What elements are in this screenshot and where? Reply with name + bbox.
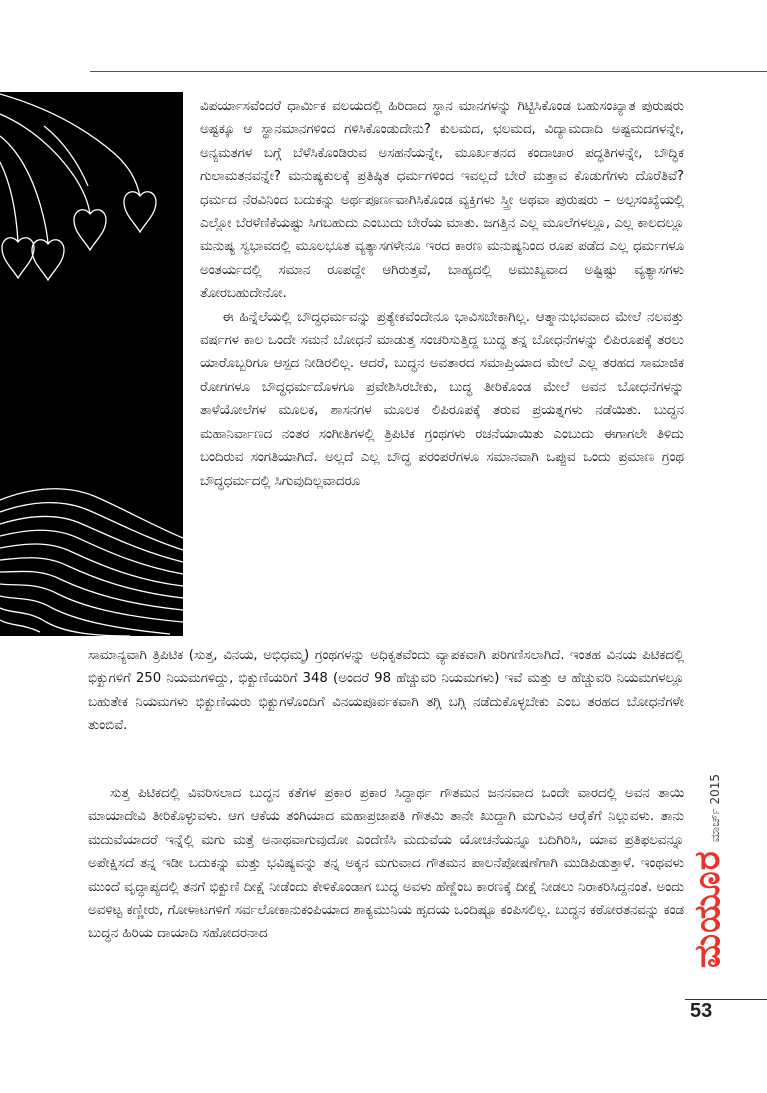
leaf-icon: [124, 192, 156, 232]
page-number: 53: [690, 1000, 713, 1022]
contour-line: [0, 571, 183, 610]
leaf-icon: [2, 238, 34, 278]
branch-line: [0, 136, 48, 244]
article-paragraph: ಸಾಮಾನ್ಯವಾಗಿ ತ್ರಿಪಿಟಿಕ (ಸುತ್ತ, ವಿನಯ, ಅಭಿಧಮ್ಮ) ಗ್ರಂಥಗಳನ್ನು ಅಧಿಕೃತವೆಂದು ವ್ಯಾಪಕವಾಗಿ ಪರಿಗಣಿಸಲಾಗಿದೆ. ಇಂತಹ ವಿನಯ ಪಿಟಿಕದಲ್ಲಿ ಭಿಕ್ಖುಗಳಿಗೆ 250 ನಿಯಮಗಳಿದ್ದು, ಭಿಕ್ಖುಣಿಯರಿಗೆ 348 (ಅಂದರೆ 98 ಹೆಚ್ಚುವರಿ ನಿಯಮಗಳು) ಇವೆ ಮತ್ತು ಆ ಹೆಚ್ಚುವರಿ ನಿಯಮಗಳಲ್ಲೂ ಬಹುತೇಕ ನಿಯಮಗಳು ಭಿಕ್ಖುಣಿಯರು ಭಿಕ್ಖುಗಳೊಂದಿಗೆ ವಿನಯಪೂರ್ವಕವಾಗಿ ತಗ್ಗಿ ಬಗ್ಗಿ ನಡೆದುಕೊಳ್ಳಬೇಕು ಎಂಬ ತರಹದ ಬೋಧನೆಗಳೇ ತುಂಬಿವೆ.: [88, 648, 684, 734]
magazine-title: ಮಯೂರ: [687, 850, 728, 969]
article-paragraph: ಸುತ್ತ ಪಿಟಿಕದಲ್ಲಿ ವಿವರಿಸಲಾದ ಬುದ್ಧನ ಕತೆಗಳ ಪ್ರಕಾರ ಪ್ರಕಾರ ಸಿದ್ಧಾರ್ಥ ಗೌತಮನ ಜನನವಾದ ಒಂದೇ ವಾರದಲ್ಲಿ ಅವನ ತಾಯಿ ಮಾಯಾದೇವಿ ತೀರಿಕೊಳ್ಳುವಳು. ಆಗ ಆಕೆಯ ತಂಗಿಯಾದ ಮಹಾಪ್ರಜಾಪತಿ ಗೌತಮಿ ತಾನೇ ಖುದ್ದಾಗಿ ಮಗುವಿನ ಆರೈಕೆಗೆ ನಿಲ್ಲುವಳು. ತಾನು ಮದುವೆಯಾದರೆ ಇನ್ನೆಲ್ಲಿ ಮಗು ಮತ್ತೆ ಅನಾಥವಾಗುವುದೋ ಎಂದೆಣಿಸಿ ಮದುವೆಯ ಯೋಚನೆಯನ್ನೂ ಬದಿಗಿರಿಸಿ, ಯಾವ ಪ್ರತಿಫಲವನ್ನೂ ಅಪೇಕ್ಷಿಸದೆ ತನ್ನ ಇಡೀ ಬದುಕನ್ನು ಮತ್ತು ಭವಿಷ್ಯವನ್ನು ತನ್ನ ಅಕ್ಕನ ಮಗುವಾದ ಗೌತಮನ ಪಾಲನೆಪೋಷಣೆಗಾಗಿ ಮುಡಿಪಿಡುತ್ತಾಳೆ. ಇಂಥವಳು ಮುಂದೆ ವೃದ್ಧಾಪ್ಯದಲ್ಲಿ ತನಗೆ ಭಿಕ್ಖುಣಿ ದೀಕ್ಷೆ ನೀಡೆಂದು ಕೇಳಿಕೊಂಡಾಗ ಬುದ್ಧ ಅವಳು ಹೆಣ್ಣೆಂಬ ಕಾರಣಕ್ಕೆ ದೀಕ್ಷೆ ನೀಡಲು ನಿರಾಕರಿಸಿದ್ದನಂತೆ. ಅಂದು ಅವಳಿಟ್ಟ ಕಣ್ಣೀರು, ಗೋಳಾಟಗಳಿಗೆ ಸರ್ವಲೋಕಾನುಕಂಪಿಯಾದ ಶಾಕ್ಯಮುನಿಯ ಹೃದಯ ಒಂದಿಷ್ಟೂ ಕಂಪಿಸಲಿಲ್ಲ. ಬುದ್ಧನ ಕಠೋರತನವನ್ನು ಕಂಡ ಬುದ್ಧನ ಹಿರಿಯ ದಾಯಾದಿ ಸಹೋದರನಾದ: [88, 786, 684, 942]
leaf-icon: [74, 210, 106, 250]
contour-line: [0, 530, 183, 574]
contour-line: [0, 503, 183, 550]
article-column-lower: [88, 782, 684, 946]
contour-line: [0, 584, 183, 622]
branch-line: [0, 94, 140, 196]
issue-date: ಮಾರ್ಚ್ 2015: [708, 773, 722, 843]
top-rule: [90, 71, 767, 72]
contour-line: [0, 544, 183, 586]
contour-line: [0, 608, 130, 636]
article-paragraph: ಈ ಹಿನ್ನೆಲೆಯಲ್ಲಿ ಬೌದ್ಧಧರ್ಮವನ್ನು ಪ್ರತ್ಯೇಕವೆಂದೇನೂ ಭಾವಿಸಬೇಕಾಗಿಲ್ಲ. ಆತ್ಮಾನುಭವವಾದ ಮೇಲೆ ನಲವತ್ತು ವರ್ಷಗಳ ಕಾಲ ಒಂದೇ ಸಮನೆ ಬೋಧನೆ ಮಾಡುತ್ತ ಸಂಚರಿಸುತ್ತಿದ್ದ ಬುದ್ಧ ತನ್ನ ಬೋಧನೆಗಳನ್ನು ಲಿಪಿರೂಪಕ್ಕೆ ತರಲು ಯಾರೊಬ್ಬರಿಗೂ ಆಸ್ಪದ ನೀಡಿರಲಿಲ್ಲ. ಆದರೆ, ಬುದ್ಧನ ಅವತಾರದ ಸಮಾಪ್ತಿಯಾದ ಮೇಲೆ ಎಲ್ಲ ತರಹದ ಸಾಮಾಜಿಕ ರೋಗಗಳೂ ಬೌದ್ಧಧರ್ಮದೊಳಗೂ ಪ್ರವೇಶಿಸಿರಬೇಕು, ಬುದ್ಧ ತೀರಿಕೊಂಡ ಮೇಲೆ ಅವನ ಬೋಧನೆಗಳನ್ನು ತಾಳೆಯೋಲೆಗಳ ಮೂಲಕ, ಶಾಸನಗಳ ಮೂಲಕ ಲಿಪಿರೂಪಕ್ಕೆ ತರುವ ಪ್ರಯತ್ನಗಳು ನಡೆಯಿತು. ಬುದ್ಧನ ಮಹಾನಿರ್ವಾಣದ ನಂತರ ಸಂಗೀತಿಗಳಲ್ಲಿ ತ್ರಿಪಿಟಿಕ ಗ್ರಂಥಗಳು ರಚನೆಯಾಯಿತು ಎಂಬುದು ಈಗಾಗಲೇ ತಿಳಿದು ಬಂದಿರುವ ಸಂಗತಿಯಾಗಿದೆ. ಅಲ್ಲದೆ ಎಲ್ಲ ಬೌದ್ಧ ಪರಂಪರೆಗಳೂ ಸಮಾನವಾಗಿ ಒಪ್ಪುವ ಒಂದು ಪ್ರಮಾಣ ಗ್ರಂಥ ಬೌದ್ಧಧರ್ಮದಲ್ಲಿ ಸಿಗುವುದಿಲ್ಲವಾದರೂ: [200, 309, 684, 489]
leaf-icon: [32, 240, 64, 280]
contour-line: [0, 596, 170, 634]
contour-line: [0, 620, 40, 632]
branch-line: [0, 162, 18, 242]
leaf-and-contour-illustration: [0, 92, 183, 636]
magazine-masthead-vertical: [681, 773, 735, 969]
article-column-upper: [200, 95, 684, 493]
decorative-art-panel: [0, 92, 183, 636]
article-column-full-width: [88, 644, 684, 738]
article-paragraph: ವಿಪರ್ಯಾಸವೆಂದರೆ ಧಾರ್ಮಿಕ ವಲಯದಲ್ಲಿ ಹಿರಿದಾದ ಸ್ಥಾನ ಮಾನಗಳನ್ನು ಗಿಟ್ಟಿಸಿಕೊಂಡ ಬಹುಸಂಖ್ಯಾತ ಪುರುಷರು ಅಷ್ಟಕ್ಕೂ ಆ ಸ್ಥಾನಮಾನಗಳಿಂದ ಗಳಿಸಿಕೊಂಡುದೇನು? ಕುಲಮದ, ಛಲಮದ, ವಿದ್ಯಾಮದಾದಿ ಅಷ್ಟಮದಗಳನ್ನೇ, ಅನ್ಯಮತಗಳ ಬಗ್ಗೆ ಬೆಳೆಸಿಕೊಂಡಿರುವ ಅಸಹನೆಯನ್ನೇ, ಮೂರ್ಖತನದ ಕಂದಾಚಾರ ಪದ್ಧತಿಗಳನ್ನೇ, ಬೌದ್ಧಿಕ ಗುಲಾಮತನವನ್ನೇ? ಮನುಷ್ಯಕುಲಕ್ಕೆ ಪ್ರತಿಷ್ಠಿತ ಧರ್ಮಗಳಿಂದ ಇವಲ್ಲದೆ ಬೇರೆ ಮತ್ತಾವ ಕೊಡುಗೆಗಳು ದೊರೆತಿವೆ? ಧರ್ಮದ ನೆರವಿನಿಂದ ಬದುಕನ್ನು ಅರ್ಥಪೂರ್ಣವಾಗಿಸಿಕೊಂಡ ವ್ಯಕ್ತಿಗಳು ಸ್ತ್ರೀ ಅಥವಾ ಪುರುಷರು – ಅಲ್ಪಸಂಖ್ಯೆಯಲ್ಲಿ ಎಲ್ಲೋ ಬೆರಳೆಣಿಕೆಯಷ್ಟು ಸಿಗಬಹುದು ಎಂಬುದು ಬೇರೆಯ ಮಾತು. ಜಗತ್ತಿನ ಎಲ್ಲ ಮೂಲೆಗಳಲ್ಲೂ, ಎಲ್ಲ ಕಾಲದಲ್ಲೂ ಮನುಷ್ಯ ಸ್ವಭಾವದಲ್ಲಿ ಮೂಲಭೂತ ವ್ಯತ್ಯಾಸಗಳೇನೂ ಇರದ ಕಾರಣ ಮನುಷ್ಯನಿಂದ ರೂಪ ಪಡೆದ ಎಲ್ಲ ಧರ್ಮಗಳೂ ಅಂತರ್ಯದಲ್ಲಿ ಸಮಾನ ರೂಪದ್ದೇ ಆಗಿರುತ್ತವೆ, ಬಾಹ್ಯದಲ್ಲಿ ಅಮುಖ್ಯವಾದ ಅಷ್ಟಿಷ್ಟು ವ್ಯತ್ಯಾಸಗಳು ತೋರಬಹುದೇನೋ.: [200, 99, 684, 302]
branch-line: [44, 126, 88, 186]
